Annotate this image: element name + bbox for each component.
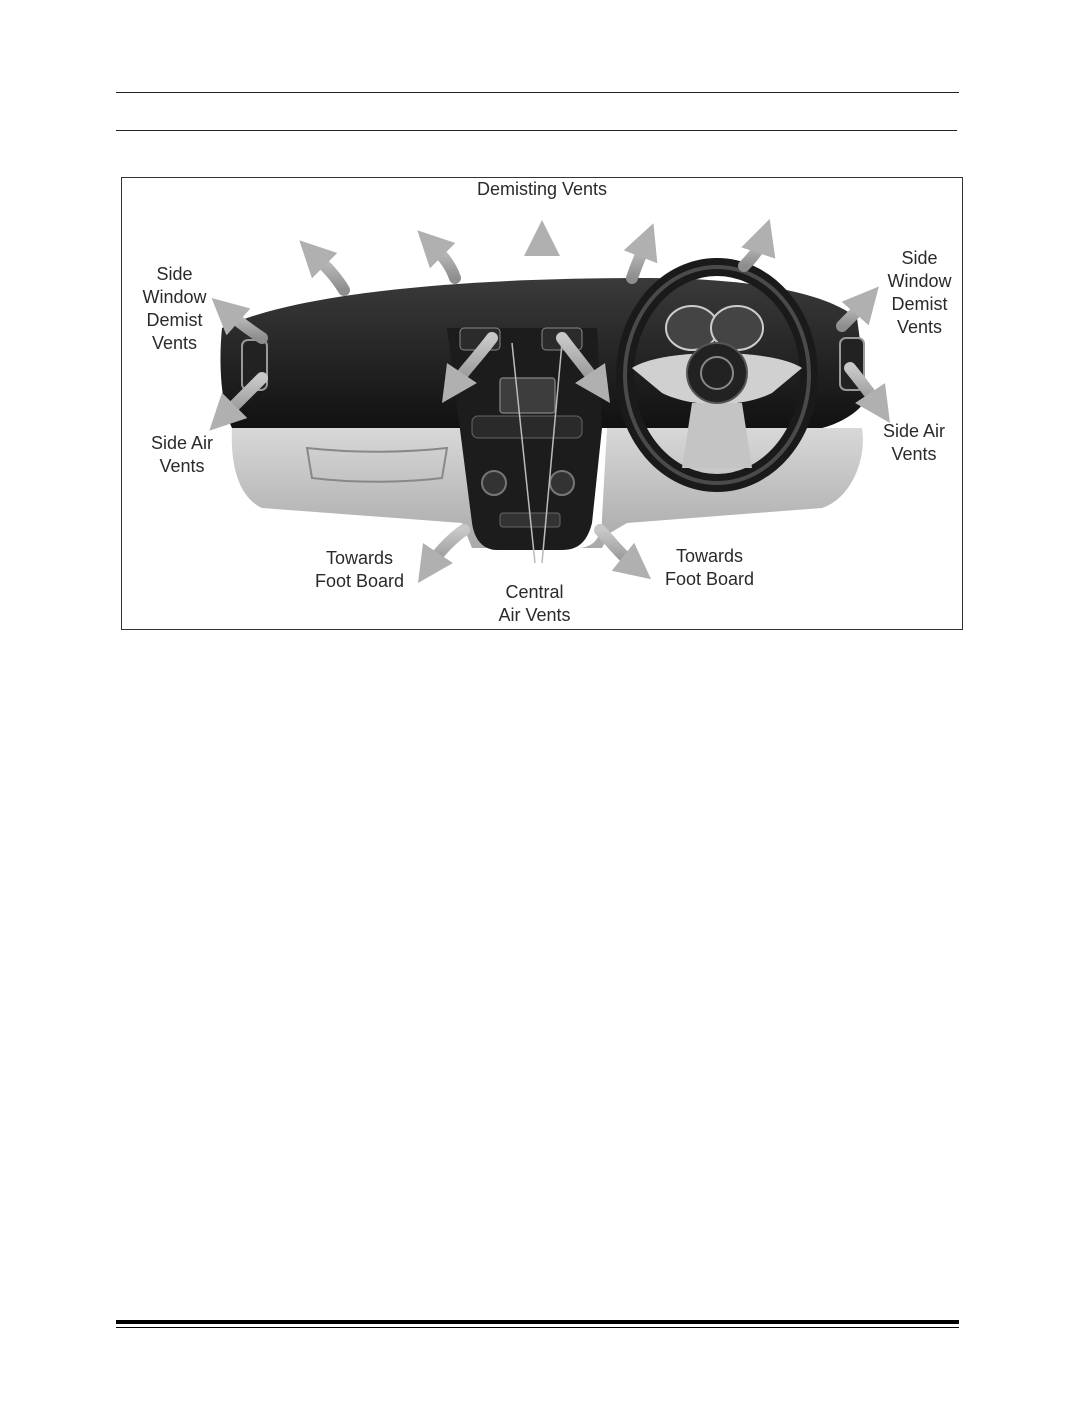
demisting-arrow-4	[632, 240, 647, 278]
label-side-air-right: Side Air Vents	[882, 421, 946, 464]
label-side-window-demist-left: Side Window Demist Vents	[142, 264, 207, 353]
label-foot-board-left: Towards Foot Board	[314, 548, 405, 591]
foot-board-arrow-left	[428, 530, 464, 568]
label-demisting-vents: Demisting Vents	[476, 179, 608, 199]
demisting-arrow-1	[312, 253, 344, 290]
dashboard-air-vents-figure	[121, 177, 963, 630]
footer-rule-thin	[116, 1327, 959, 1328]
label-side-air-left: Side Air Vents	[150, 433, 214, 476]
demisting-arrow-2	[430, 243, 455, 278]
demisting-arrow-5	[744, 236, 764, 266]
label-foot-board-right: Towards Foot Board	[664, 546, 755, 589]
header-rule-top	[116, 92, 959, 93]
header-rule-bottom	[116, 130, 957, 131]
footer-rule-thick	[116, 1320, 959, 1324]
foot-board-arrow-right	[600, 530, 637, 568]
dashboard-illustration	[122, 178, 963, 630]
label-side-window-demist-right: Side Window Demist Vents	[887, 248, 952, 337]
label-central-air-vents: Central Air Vents	[498, 582, 571, 625]
radio-screen	[500, 378, 555, 413]
